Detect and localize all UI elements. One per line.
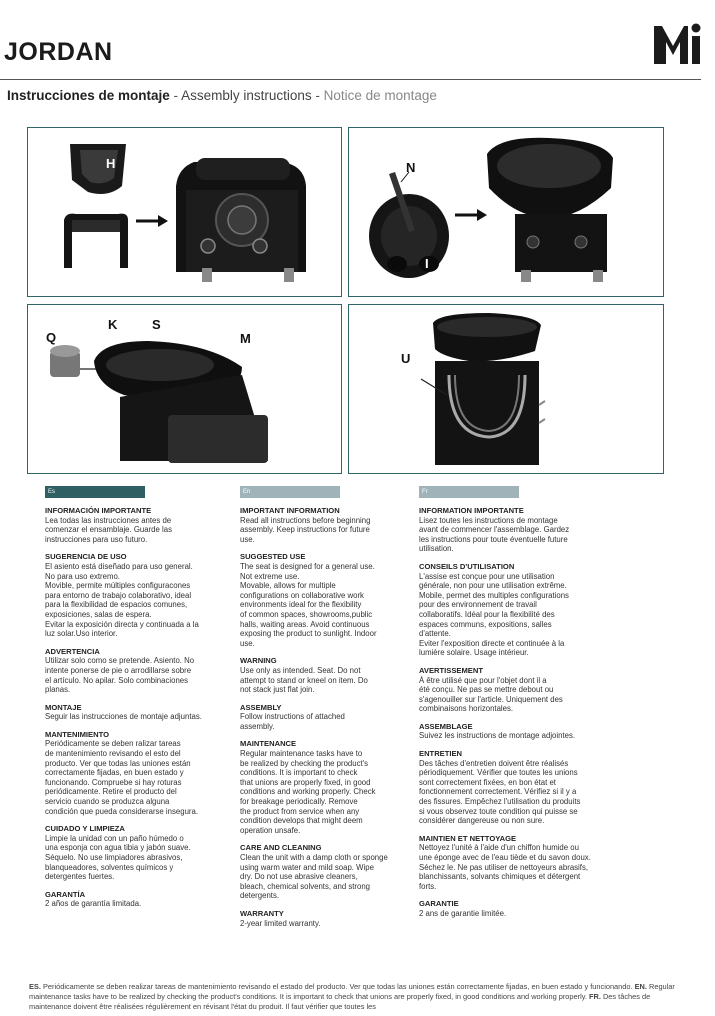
section bbox=[419, 666, 604, 714]
subtitle: Instrucciones de montaje - Assembly instructions - Notice de montage bbox=[7, 88, 437, 103]
section bbox=[45, 647, 225, 695]
section bbox=[419, 834, 604, 892]
section bbox=[240, 909, 410, 928]
section bbox=[419, 899, 604, 918]
section-text: Read all instructions before beginning assembly. Keep instructions for future use. bbox=[240, 515, 371, 544]
assembly-step-4-panel bbox=[348, 304, 664, 474]
page-title: JORDAN bbox=[4, 38, 113, 66]
section-heading: GARANTÍA bbox=[45, 889, 86, 899]
section-heading: ENTRETIEN bbox=[419, 749, 463, 759]
subtitle-es: Instrucciones de montaje bbox=[7, 88, 170, 103]
section-heading: IMPORTANT INFORMATION bbox=[240, 506, 340, 515]
section-text: Follow instructions of attached assembly. bbox=[240, 712, 345, 731]
step-3-illustration bbox=[28, 305, 341, 473]
section-heading: GARANTIE bbox=[419, 899, 459, 909]
section bbox=[240, 843, 410, 901]
section-heading: WARNING bbox=[240, 656, 277, 666]
section-text: À être utilisé que pour l'objet dont il a été conçu. Ne pas se mettre debout ou s'agenouiller sur l'article. Uniquement des combinaisons horizontales. bbox=[419, 675, 563, 714]
section-text: Suivez les instructions de montage adjointes. bbox=[419, 731, 576, 741]
section bbox=[240, 552, 410, 648]
callout-h: H bbox=[106, 156, 116, 171]
section-text: Limpie la unidad con un paño húmedo o una esponja con agua tibia y jabón suave. Séquelo. No use limpiadores abrasivos, blanqueadores, solventes químicos y detergentes fuertes. bbox=[45, 833, 191, 882]
section-heading: WARRANTY bbox=[240, 908, 284, 918]
callout-q: Q bbox=[46, 330, 57, 345]
section bbox=[45, 552, 225, 638]
section-heading: MAINTENANCE bbox=[240, 739, 297, 749]
section-heading: CARE AND CLEANING bbox=[240, 843, 322, 853]
column-en bbox=[240, 486, 410, 936]
section-text: Seguir las instrucciones de montaje adjuntas. bbox=[45, 712, 202, 722]
section bbox=[45, 506, 225, 544]
section-text: 2 ans de garantie limitée. bbox=[419, 908, 507, 918]
section-heading: ADVERTENCIA bbox=[45, 646, 100, 656]
section-heading: SUGERENCIA DE USO bbox=[45, 552, 127, 562]
section bbox=[45, 824, 225, 882]
lang-tag-en: En bbox=[240, 486, 340, 498]
step-4-illustration bbox=[349, 305, 663, 473]
section-text: Periódicamente se deben ralizar tareas de mantenimiento revisando el esto del producto. Ver que todas las uniones están correctamente fijadas, en buen estado y funcionando. Compruebe si hay roturas periódicamente. Retire el producto del servicio cuando se produzca alguna condición que pueda considerarse insegura. bbox=[45, 739, 199, 816]
section-text: 2 años de garantía limitada. bbox=[45, 899, 142, 909]
section bbox=[419, 722, 604, 741]
section bbox=[419, 749, 604, 826]
section bbox=[419, 506, 604, 554]
footer-note: ES. Periódicamente se deben realizar tareas de mantenimiento revisando el estado del producto. Ver que todas las uniones están correctamente fijadas, en buen estado y funcionando. EN. Regular maintenance tasks have to be realized by checking the product's conditions. It is important to check that unions are properly fixed, in good conditions and working properly. FR. Des tâches de maintenance doivent être réalisées régulièrement en révisant l'état du produit. Il faut vérifier que toutes les bbox=[29, 982, 675, 1011]
section-text: Utilizar solo como se pretende. Asiento. No intente ponerse de pie o arrodillarse sobre el artículo. No apilar. Solo combinaciones planas. bbox=[45, 656, 195, 695]
section-heading: SUGGESTED USE bbox=[240, 552, 306, 562]
section bbox=[419, 562, 604, 658]
section-heading: CUIDADO Y LIMPIEZA bbox=[45, 824, 125, 834]
section-heading: INFORMATION IMPORTANTE bbox=[419, 506, 524, 515]
section-text: El asiento está diseñado para uso general. No para uso extremo. Movible, permite múltiples configuracones para entorno de trabajo colaborativo, ideal para la flexibilidad de espacios comunes, exposiciones, salas de espera. Evitar la exposición directa y continuada a la luz solar.Uso interior. bbox=[45, 561, 199, 639]
section-text: Regular maintenance tasks have to be realized by checking the product's conditions. It is important to check that unions are properly fixed, in good conditions and working properly. Check for breakage periodically. Remove the product from service when any condition develops that might deem operation unsafe. bbox=[240, 749, 376, 835]
section-heading: AVERTISSEMENT bbox=[419, 665, 483, 675]
callout-n: N bbox=[406, 160, 416, 175]
section-text: The seat is designed for a general use. Not extreme use. Movable, allows for multiple configurations on collaborative work environments ideal for the flexibility of common spaces, showrooms,public halls, waiting areas. Avoid continuous exposing the product to sunlight. Indoor use. bbox=[240, 561, 377, 648]
subtitle-en: Assembly instructions bbox=[181, 88, 312, 103]
section-heading: CONSEILS D'UTILISATION bbox=[419, 561, 515, 571]
callout-m: M bbox=[240, 331, 251, 346]
lang-tag-fr: Fr bbox=[419, 486, 519, 498]
section-text: Clean the unit with a damp cloth or sponge using warm water and mild soap. Wipe dry. Do not use abrasive cleaners, bleach, chemical solvents, and strong detergents. bbox=[240, 853, 388, 901]
assembly-step-3-panel bbox=[27, 304, 342, 474]
section-heading: MONTAJE bbox=[45, 702, 82, 712]
section-text: Use only as intended. Seat. Do not attempt to stand or kneel on item. Do not stack just flat join. bbox=[240, 665, 368, 695]
section bbox=[240, 506, 410, 544]
assembly-step-1-panel bbox=[27, 127, 342, 297]
section bbox=[45, 730, 225, 816]
section-heading: ASSEMBLY bbox=[240, 702, 282, 712]
section-heading: INFORMACIÓN IMPORTANTE bbox=[45, 506, 152, 515]
section-text: Lisez toutes les instructions de montage avant de commencer l'assemblage. Gardez les instructions pour toute éventuelle future utilisation. bbox=[419, 515, 570, 554]
brand-logo bbox=[652, 22, 702, 66]
callout-u: U bbox=[401, 351, 411, 366]
lang-tag-es: Es bbox=[45, 486, 145, 498]
subtitle-fr: Notice de montage bbox=[323, 88, 437, 103]
column-es bbox=[45, 486, 225, 917]
step-2-illustration bbox=[349, 128, 663, 296]
section bbox=[240, 739, 410, 835]
section-heading: MANTENIMIENTO bbox=[45, 729, 109, 739]
section-text: Nettoyez l'unité à l'aide d'un chiffon humide ou une éponge avec de l'eau tiède et du savon doux. Séchez le. Ne pas utiliser de nettoyeurs abrasifs, blanchissants, solvants chimiques et détergent forts. bbox=[419, 843, 591, 891]
section-text: L'assise est conçue pour une utilisation générale, non pour une utilisation extrême. Mobile, permet des multiples configurations pour des environnement de travail collaboratifs. Idéal pour la flexibilité des espaces communs, expositions, salles d'attente. Eviter l'exposition directe et continuée à la lumière solaire. Usage intérieur. bbox=[419, 571, 569, 658]
section bbox=[45, 890, 225, 909]
section-text: 2-year limited warranty. bbox=[240, 918, 321, 928]
step-1-illustration bbox=[28, 128, 341, 296]
callout-i: I bbox=[425, 256, 429, 271]
header-divider bbox=[0, 79, 701, 80]
section bbox=[240, 703, 410, 732]
section bbox=[240, 656, 410, 694]
callout-k: K bbox=[108, 317, 118, 332]
section bbox=[45, 703, 225, 722]
callout-s: S bbox=[152, 317, 161, 332]
section-text: Des tâches d'entretien doivent être réalisés périodiquement. Vérifier que toutes les unions sont correctement fixées, en bon état et fonctionnement correctement. Vérifiez si il y a des fissures. Empêchez l'utilisation du produits si vous observez toute condition qui puisse se considérer dangereuse ou non sure. bbox=[419, 758, 581, 826]
column-fr bbox=[419, 486, 604, 927]
section-heading: MAINTIEN ET NETTOYAGE bbox=[419, 833, 517, 843]
assembly-step-2-panel bbox=[348, 127, 664, 297]
section-heading: ASSEMBLAGE bbox=[419, 721, 473, 731]
section-text: Lea todas las instrucciones antes de comenzar el ensamblaje. Guarde las instrucciones para uso futuro. bbox=[45, 515, 172, 544]
